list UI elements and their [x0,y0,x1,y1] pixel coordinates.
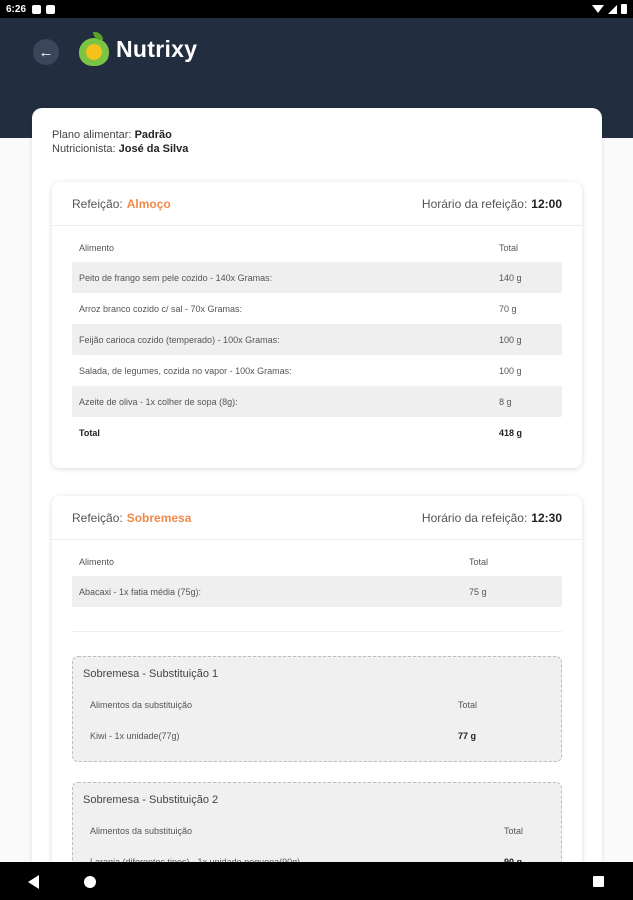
substitution-title: Sobremesa - Substituição 1 [83,668,219,680]
table-total-row: Total 418 g [79,427,523,438]
meal-header: Refeição: Sobremesa Horário da refeição: 12:30 [52,496,582,540]
substitution-title: Sobremesa - Substituição 2 [83,794,219,806]
table-row: Feijão carioca cozido (temperado) - 100x Gramas: 100 g [72,324,562,355]
diet-plan-sheet [32,108,602,868]
table-row: Abacaxi - 1x fatia média (75g): 75 g [72,576,562,607]
sim-icon [46,5,55,14]
back-button[interactable] [33,39,59,65]
substitution-row: Kiwi - 1x unidade(77g) 77 g [90,730,477,741]
meal-time: 12:30 [531,510,562,525]
apple-logo-icon [76,32,110,66]
food-table [72,226,562,448]
substitution-header: Alimentos da substituição Total [90,699,478,710]
nav-back-icon[interactable] [28,875,39,889]
status-bar [0,0,633,18]
substitution-card[interactable] [72,656,562,762]
plan-name: Padrão [134,129,172,141]
plan-line: Plano alimentar: Padrão [52,129,172,141]
table-row: Salada, de legumes, cozida no vapor - 100x Gramas: 100 g [79,365,522,376]
meal-card-sobremesa [52,496,582,868]
food-table [72,540,562,607]
app-logo [76,32,197,66]
substitution-card[interactable] [72,782,562,868]
meal-name: Sobremesa [126,510,192,525]
nav-home-icon[interactable] [84,876,96,888]
meal-card-almoco [52,182,582,468]
meal-time: 12:00 [531,196,562,211]
notification-icon [32,5,41,14]
app-name: Nutrixy [116,35,198,62]
nutritionist-line: Nutricionista: José da Silva [52,143,189,155]
signal-icon [608,5,617,14]
meal-name: Almoço [126,196,171,211]
table-header: Alimento Total [79,243,519,253]
system-nav-bar [0,862,633,900]
table-row: Peito de frango sem pele cozido - 140x Gramas: 140 g [72,262,562,293]
battery-icon [621,4,627,14]
nutritionist-name: José da Silva [118,143,189,155]
status-time: 6:26 [6,3,27,15]
plan-info [52,128,188,156]
substitution-header: Alimentos da substituição Total [90,825,524,836]
table-row: Arroz branco cozido c/ sal - 70x Gramas: 70 g [79,303,517,314]
arrow-left-icon: ← [38,43,54,61]
divider [72,631,562,632]
wifi-icon [592,5,604,13]
meal-header: Refeição: Almoço Horário da refeição: 12:00 [52,182,582,226]
table-row: Azeite de oliva - 1x colher de sopa (8g): 8 g [72,386,562,417]
table-header: Alimento Total [79,557,489,567]
nav-recents-icon[interactable] [593,876,604,887]
